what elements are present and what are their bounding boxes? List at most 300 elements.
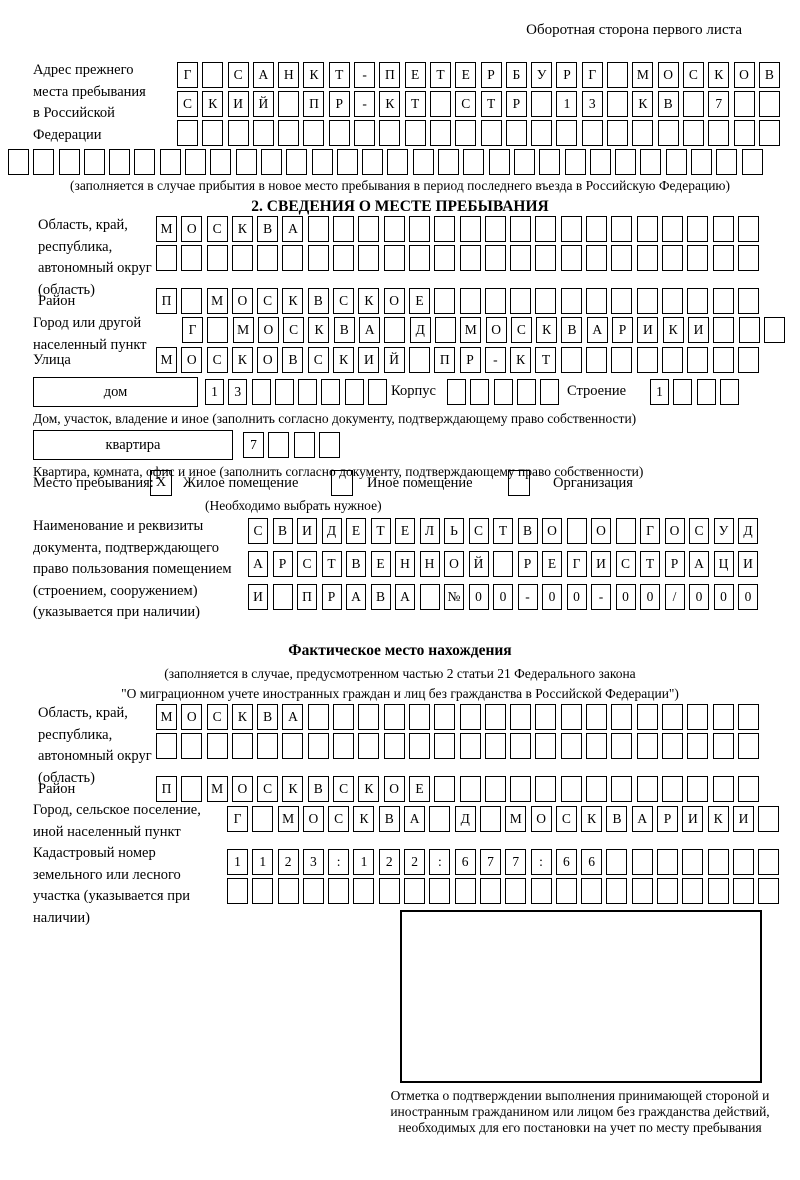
char-box[interactable] — [282, 733, 303, 759]
char-box[interactable]: Т — [535, 347, 556, 373]
char-box[interactable] — [510, 776, 531, 802]
char-box[interactable]: К — [202, 91, 223, 117]
char-box[interactable] — [683, 91, 704, 117]
char-box[interactable]: В — [282, 347, 303, 373]
char-box[interactable] — [253, 120, 274, 146]
char-box[interactable] — [662, 347, 683, 373]
char-box[interactable] — [531, 91, 552, 117]
char-box[interactable]: И — [738, 551, 758, 577]
char-box[interactable] — [435, 317, 456, 343]
char-box[interactable] — [384, 216, 405, 242]
char-box[interactable] — [586, 245, 607, 271]
char-box[interactable] — [460, 704, 481, 730]
char-box[interactable]: И — [591, 551, 611, 577]
char-box[interactable] — [181, 288, 202, 314]
char-box[interactable]: С — [257, 776, 278, 802]
char-box[interactable]: С — [177, 91, 198, 117]
char-box[interactable] — [662, 216, 683, 242]
char-box[interactable]: 1 — [353, 849, 374, 875]
char-box[interactable]: А — [253, 62, 274, 88]
char-box[interactable] — [485, 704, 506, 730]
char-box[interactable]: К — [308, 317, 329, 343]
char-box[interactable]: В — [759, 62, 780, 88]
char-box[interactable] — [637, 216, 658, 242]
char-box[interactable]: - — [518, 584, 538, 610]
char-box[interactable] — [460, 776, 481, 802]
char-box[interactable]: П — [156, 288, 177, 314]
char-box[interactable]: С — [469, 518, 489, 544]
char-box[interactable] — [734, 91, 755, 117]
char-box[interactable]: 2 — [379, 849, 400, 875]
char-box[interactable] — [565, 149, 586, 175]
char-box[interactable] — [657, 878, 678, 904]
char-box[interactable] — [84, 149, 105, 175]
char-box[interactable] — [328, 878, 349, 904]
char-box[interactable] — [409, 347, 430, 373]
char-box[interactable] — [409, 245, 430, 271]
char-box[interactable] — [434, 245, 455, 271]
char-box[interactable] — [156, 733, 177, 759]
char-box[interactable]: Р — [460, 347, 481, 373]
char-box[interactable] — [321, 379, 340, 405]
char-box[interactable] — [759, 120, 780, 146]
char-box[interactable] — [227, 878, 248, 904]
char-box[interactable] — [8, 149, 29, 175]
char-box[interactable]: К — [358, 776, 379, 802]
char-box[interactable] — [733, 878, 754, 904]
char-box[interactable] — [379, 120, 400, 146]
char-box[interactable]: 1 — [227, 849, 248, 875]
char-box[interactable]: Д — [455, 806, 476, 832]
char-box[interactable] — [662, 776, 683, 802]
char-box[interactable] — [637, 245, 658, 271]
char-box[interactable]: А — [395, 584, 415, 610]
char-box[interactable] — [420, 584, 440, 610]
char-box[interactable]: В — [308, 776, 329, 802]
char-box[interactable]: Й — [469, 551, 489, 577]
char-box[interactable]: М — [632, 62, 653, 88]
char-box[interactable]: К — [282, 288, 303, 314]
char-box[interactable]: И — [682, 806, 703, 832]
char-box[interactable] — [764, 317, 785, 343]
char-box[interactable]: 0 — [469, 584, 489, 610]
char-box[interactable] — [561, 733, 582, 759]
char-box[interactable] — [637, 776, 658, 802]
char-box[interactable] — [687, 733, 708, 759]
char-box[interactable] — [713, 733, 734, 759]
char-box[interactable] — [662, 733, 683, 759]
char-box[interactable] — [33, 149, 54, 175]
char-box[interactable] — [278, 878, 299, 904]
char-box[interactable] — [713, 704, 734, 730]
char-box[interactable]: С — [207, 216, 228, 242]
char-box[interactable]: Р — [665, 551, 685, 577]
char-box[interactable] — [510, 733, 531, 759]
char-box[interactable]: М — [156, 704, 177, 730]
char-box[interactable] — [586, 347, 607, 373]
char-box[interactable] — [581, 878, 602, 904]
char-box[interactable]: П — [303, 91, 324, 117]
char-box[interactable] — [738, 216, 759, 242]
char-box[interactable] — [273, 584, 293, 610]
char-box[interactable] — [134, 149, 155, 175]
char-box[interactable] — [632, 849, 653, 875]
char-box[interactable]: Т — [371, 518, 391, 544]
char-box[interactable] — [556, 878, 577, 904]
char-box[interactable]: А — [282, 216, 303, 242]
char-box[interactable] — [333, 245, 354, 271]
char-box[interactable]: 7 — [243, 432, 264, 458]
char-box[interactable]: К — [581, 806, 602, 832]
char-box[interactable] — [531, 120, 552, 146]
char-box[interactable]: О — [181, 347, 202, 373]
char-box[interactable] — [637, 347, 658, 373]
char-box[interactable] — [713, 347, 734, 373]
char-box[interactable]: 1 — [556, 91, 577, 117]
char-box[interactable] — [485, 733, 506, 759]
char-box[interactable] — [202, 120, 223, 146]
char-box[interactable]: - — [591, 584, 611, 610]
char-box[interactable] — [358, 245, 379, 271]
char-box[interactable] — [358, 216, 379, 242]
char-box[interactable] — [177, 120, 198, 146]
char-box[interactable]: 1 — [650, 379, 669, 405]
char-box[interactable]: К — [303, 62, 324, 88]
char-box[interactable]: Г — [182, 317, 203, 343]
char-box[interactable] — [611, 776, 632, 802]
char-box[interactable] — [384, 317, 405, 343]
char-box[interactable]: 0 — [493, 584, 513, 610]
char-box[interactable]: С — [228, 62, 249, 88]
char-box[interactable] — [683, 120, 704, 146]
char-box[interactable]: 0 — [640, 584, 660, 610]
char-box[interactable]: В — [273, 518, 293, 544]
char-box[interactable]: 7 — [708, 91, 729, 117]
char-box[interactable] — [294, 432, 315, 458]
char-box[interactable] — [687, 347, 708, 373]
char-box[interactable]: К — [358, 288, 379, 314]
char-box[interactable] — [434, 704, 455, 730]
char-box[interactable]: Г — [640, 518, 660, 544]
char-box[interactable]: Т — [322, 551, 342, 577]
char-box[interactable]: П — [434, 347, 455, 373]
char-box[interactable]: В — [606, 806, 627, 832]
char-box[interactable]: Р — [322, 584, 342, 610]
char-box[interactable] — [430, 120, 451, 146]
char-box[interactable]: А — [689, 551, 709, 577]
char-box[interactable]: О — [384, 776, 405, 802]
char-box[interactable] — [716, 149, 737, 175]
char-box[interactable] — [535, 288, 556, 314]
char-box[interactable] — [261, 149, 282, 175]
char-box[interactable] — [236, 149, 257, 175]
char-box[interactable]: К — [232, 216, 253, 242]
char-box[interactable] — [607, 91, 628, 117]
char-box[interactable]: Ь — [444, 518, 464, 544]
char-box[interactable] — [637, 733, 658, 759]
char-box[interactable] — [308, 216, 329, 242]
char-box[interactable] — [738, 347, 759, 373]
char-box[interactable]: О — [181, 216, 202, 242]
char-box[interactable] — [438, 149, 459, 175]
char-box[interactable] — [278, 91, 299, 117]
char-box[interactable]: О — [658, 62, 679, 88]
char-box[interactable] — [252, 379, 271, 405]
char-box[interactable] — [758, 849, 779, 875]
char-box[interactable] — [697, 379, 716, 405]
char-box[interactable]: - — [354, 62, 375, 88]
char-box[interactable]: М — [156, 347, 177, 373]
char-box[interactable] — [738, 776, 759, 802]
char-box[interactable]: Р — [657, 806, 678, 832]
char-box[interactable] — [506, 120, 527, 146]
char-box[interactable] — [455, 878, 476, 904]
char-box[interactable] — [535, 245, 556, 271]
char-box[interactable]: С — [333, 288, 354, 314]
char-box[interactable]: И — [248, 584, 268, 610]
char-box[interactable] — [312, 149, 333, 175]
char-box[interactable] — [185, 149, 206, 175]
char-box[interactable]: О — [665, 518, 685, 544]
char-box[interactable]: Д — [410, 317, 431, 343]
char-box[interactable] — [713, 317, 734, 343]
char-box[interactable] — [607, 62, 628, 88]
char-box[interactable] — [345, 379, 364, 405]
char-box[interactable] — [561, 704, 582, 730]
char-box[interactable] — [739, 317, 760, 343]
char-box[interactable] — [708, 878, 729, 904]
char-box[interactable] — [607, 120, 628, 146]
char-box[interactable]: О — [384, 288, 405, 314]
char-box[interactable] — [611, 347, 632, 373]
char-box[interactable] — [514, 149, 535, 175]
char-box[interactable]: 0 — [542, 584, 562, 610]
char-box[interactable] — [429, 806, 450, 832]
char-box[interactable]: Т — [405, 91, 426, 117]
char-box[interactable] — [611, 245, 632, 271]
char-box[interactable] — [333, 216, 354, 242]
char-box[interactable]: И — [637, 317, 658, 343]
char-box[interactable] — [611, 704, 632, 730]
char-box[interactable]: О — [591, 518, 611, 544]
char-box[interactable] — [611, 733, 632, 759]
char-box[interactable] — [353, 878, 374, 904]
char-box[interactable]: Н — [420, 551, 440, 577]
char-box[interactable] — [308, 245, 329, 271]
char-box[interactable] — [738, 733, 759, 759]
char-box[interactable]: В — [371, 584, 391, 610]
char-box[interactable] — [480, 806, 501, 832]
char-box[interactable] — [586, 733, 607, 759]
char-box[interactable] — [742, 149, 763, 175]
char-box[interactable] — [413, 149, 434, 175]
char-box[interactable]: М — [207, 776, 228, 802]
char-box[interactable] — [582, 120, 603, 146]
char-box[interactable]: 2 — [278, 849, 299, 875]
char-box[interactable]: К — [353, 806, 374, 832]
char-box[interactable] — [460, 245, 481, 271]
char-box[interactable] — [210, 149, 231, 175]
char-box[interactable]: П — [297, 584, 317, 610]
char-box[interactable]: И — [358, 347, 379, 373]
char-box[interactable] — [207, 317, 228, 343]
char-box[interactable]: В — [334, 317, 355, 343]
char-box[interactable] — [387, 149, 408, 175]
char-box[interactable] — [691, 149, 712, 175]
char-box[interactable] — [429, 878, 450, 904]
char-box[interactable]: К — [282, 776, 303, 802]
char-box[interactable]: К — [510, 347, 531, 373]
char-box[interactable]: Д — [738, 518, 758, 544]
char-box[interactable] — [687, 776, 708, 802]
char-box[interactable]: 3 — [228, 379, 247, 405]
char-box[interactable] — [687, 288, 708, 314]
char-box[interactable]: О — [444, 551, 464, 577]
char-box[interactable] — [586, 288, 607, 314]
char-box[interactable] — [687, 216, 708, 242]
char-box[interactable]: Т — [329, 62, 350, 88]
char-box[interactable] — [713, 776, 734, 802]
char-box[interactable] — [405, 120, 426, 146]
char-box[interactable] — [447, 379, 466, 405]
char-box[interactable] — [252, 806, 273, 832]
char-box[interactable]: К — [232, 704, 253, 730]
char-box[interactable] — [606, 878, 627, 904]
char-box[interactable]: 2 — [404, 849, 425, 875]
char-box[interactable] — [109, 149, 130, 175]
char-box[interactable] — [156, 245, 177, 271]
char-box[interactable]: Р — [273, 551, 293, 577]
stay-type-checkbox-residential[interactable]: X — [150, 470, 172, 496]
char-box[interactable]: Г — [227, 806, 248, 832]
char-box[interactable] — [615, 149, 636, 175]
char-box[interactable] — [505, 878, 526, 904]
char-box[interactable]: И — [733, 806, 754, 832]
char-box[interactable] — [637, 288, 658, 314]
char-box[interactable]: № — [444, 584, 464, 610]
char-box[interactable]: А — [248, 551, 268, 577]
char-box[interactable] — [673, 379, 692, 405]
char-box[interactable] — [160, 149, 181, 175]
char-box[interactable] — [561, 776, 582, 802]
char-box[interactable]: К — [379, 91, 400, 117]
char-box[interactable]: А — [632, 806, 653, 832]
char-box[interactable]: К — [708, 62, 729, 88]
char-box[interactable]: Р — [329, 91, 350, 117]
char-box[interactable] — [611, 216, 632, 242]
char-box[interactable]: К — [663, 317, 684, 343]
char-box[interactable]: И — [688, 317, 709, 343]
char-box[interactable]: В — [658, 91, 679, 117]
char-box[interactable] — [358, 733, 379, 759]
char-box[interactable] — [202, 62, 223, 88]
char-box[interactable] — [232, 733, 253, 759]
char-box[interactable]: 3 — [303, 849, 324, 875]
char-box[interactable]: 1 — [205, 379, 224, 405]
char-box[interactable] — [561, 245, 582, 271]
char-box[interactable]: В — [308, 288, 329, 314]
char-box[interactable]: 7 — [505, 849, 526, 875]
char-box[interactable]: Т — [640, 551, 660, 577]
char-box[interactable] — [207, 245, 228, 271]
char-box[interactable] — [540, 379, 559, 405]
char-box[interactable] — [252, 878, 273, 904]
char-box[interactable] — [640, 149, 661, 175]
char-box[interactable] — [586, 776, 607, 802]
char-box[interactable]: В — [561, 317, 582, 343]
char-box[interactable] — [658, 120, 679, 146]
char-box[interactable]: Р — [612, 317, 633, 343]
char-box[interactable]: В — [518, 518, 538, 544]
char-box[interactable] — [384, 245, 405, 271]
char-box[interactable] — [354, 120, 375, 146]
char-box[interactable] — [738, 704, 759, 730]
char-box[interactable]: - — [485, 347, 506, 373]
char-box[interactable]: Р — [481, 62, 502, 88]
char-box[interactable]: А — [359, 317, 380, 343]
char-box[interactable]: Л — [420, 518, 440, 544]
char-box[interactable] — [485, 216, 506, 242]
char-box[interactable] — [586, 704, 607, 730]
char-box[interactable] — [666, 149, 687, 175]
char-box[interactable]: О — [734, 62, 755, 88]
char-box[interactable]: : — [429, 849, 450, 875]
char-box[interactable]: К — [708, 806, 729, 832]
char-box[interactable] — [358, 704, 379, 730]
char-box[interactable] — [713, 216, 734, 242]
char-box[interactable] — [662, 245, 683, 271]
char-box[interactable] — [384, 704, 405, 730]
char-box[interactable] — [485, 288, 506, 314]
char-box[interactable]: У — [714, 518, 734, 544]
char-box[interactable]: П — [156, 776, 177, 802]
char-box[interactable]: 1 — [252, 849, 273, 875]
char-box[interactable]: М — [278, 806, 299, 832]
char-box[interactable] — [455, 120, 476, 146]
char-box[interactable] — [460, 733, 481, 759]
char-box[interactable]: О — [486, 317, 507, 343]
char-box[interactable]: В — [257, 704, 278, 730]
char-box[interactable]: О — [232, 288, 253, 314]
char-box[interactable] — [384, 733, 405, 759]
char-box[interactable]: 6 — [556, 849, 577, 875]
char-box[interactable]: С — [308, 347, 329, 373]
char-box[interactable] — [517, 379, 536, 405]
char-box[interactable] — [480, 878, 501, 904]
char-box[interactable] — [460, 288, 481, 314]
char-box[interactable]: С — [248, 518, 268, 544]
char-box[interactable] — [319, 432, 340, 458]
char-box[interactable] — [409, 704, 430, 730]
char-box[interactable]: : — [531, 849, 552, 875]
char-box[interactable]: И — [297, 518, 317, 544]
char-box[interactable] — [734, 120, 755, 146]
char-box[interactable]: Б — [506, 62, 527, 88]
char-box[interactable]: А — [282, 704, 303, 730]
char-box[interactable] — [662, 704, 683, 730]
char-box[interactable] — [758, 878, 779, 904]
char-box[interactable] — [181, 733, 202, 759]
char-box[interactable]: 7 — [480, 849, 501, 875]
char-box[interactable]: Н — [278, 62, 299, 88]
char-box[interactable]: С — [616, 551, 636, 577]
char-box[interactable] — [434, 216, 455, 242]
char-box[interactable] — [337, 149, 358, 175]
char-box[interactable]: С — [689, 518, 709, 544]
char-box[interactable] — [713, 245, 734, 271]
char-box[interactable]: 0 — [689, 584, 709, 610]
char-box[interactable] — [303, 878, 324, 904]
